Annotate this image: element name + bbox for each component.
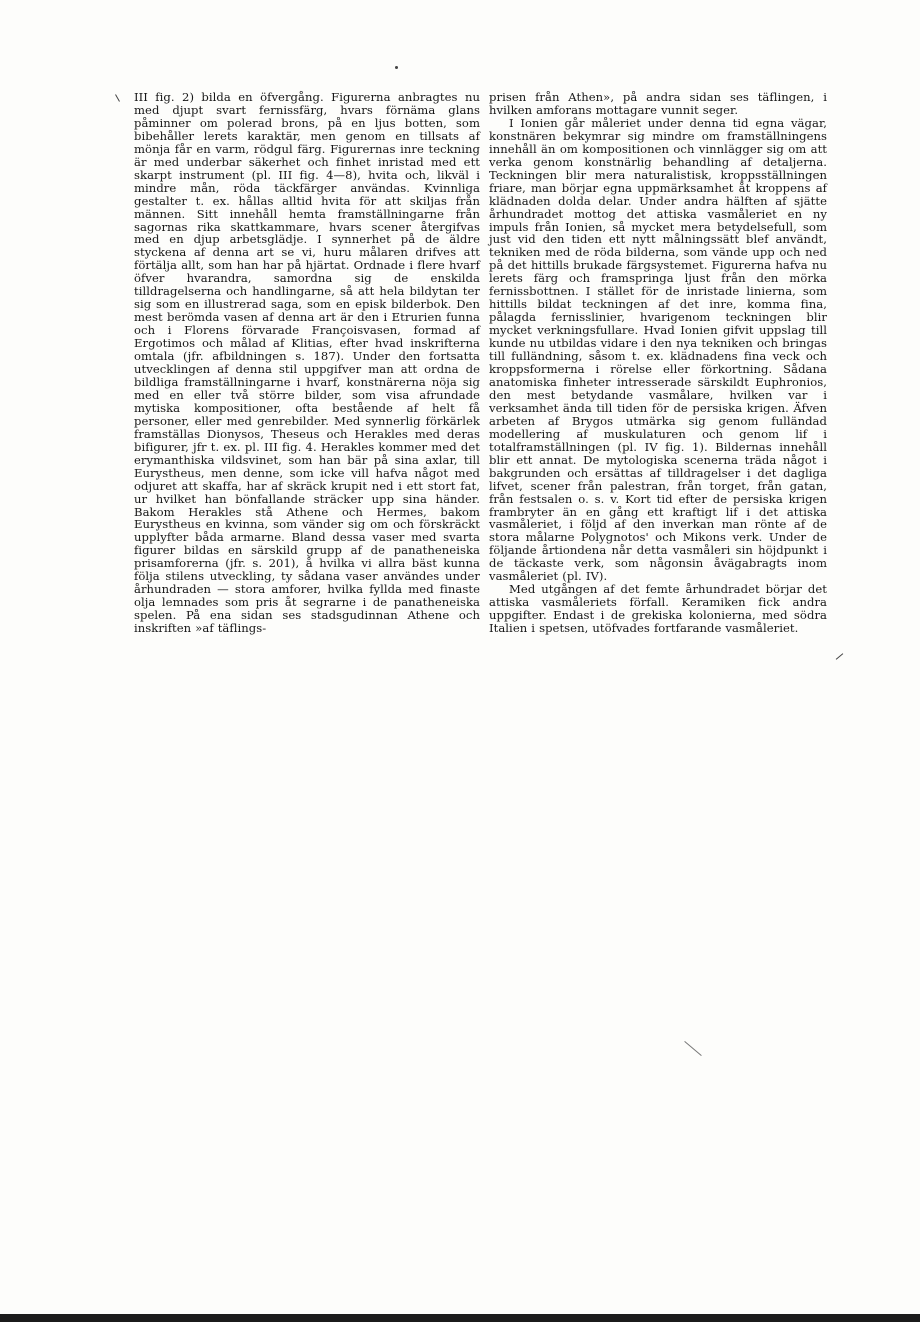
right-text-column — [489, 91, 827, 635]
margin-mark — [836, 653, 844, 660]
left-column-paragraph: III fig. 2) bilda en öfvergång. Figurerna anbragtes nu med djupt svart fernissfärg, hvars förnäma glans påminner om polerad brons, på en ljus botten, som bibehåller lerets karaktär, men genom en tillsats af mönja får en varm, rödgul färg. Figurernas inre teckning är med underbar säkerhet och finhet inristad med ett skarpt instrument (pl. III fig. 4—8), hvita och, likväl i mindre mån, röda täckfärger användas. Kvinnliga gestalter t. ex. hållas alltid hvita för att skiljas från männen. Sitt innehåll hemta framställningarne från sagornas rika skattkammare, hvars scener återgifvas med en djup arbetsglädje. I synnerhet på de äldre styckena af denna art se vi, huru målaren drifves att förtälja allt, som han har på hjärtat. Ordnade i flere hvarf öfver hvarandra, samordna sig de enskilda tilldragelserna och handlingarne, så att hela bildytan ter sig som en illustrerad saga, som en episk bilderbok. Den mest berömda vasen af denna art är den i Etrurien funna och i Florens förvarade Françoisvasen, formad af Ergotimos och målad af Klitias, efter hvad inskrifterna omtala (jfr. afbildningen s. 187). Under den fortsatta utvecklingen af denna stil uppgifver man att ordna de bildliga framställningarne i hvarf, konstnärerna nöja sig med en eller två större bilder, som visa afrundade mytiska kompositioner, ofta bestående af helt få personer, eller med genrebilder. Med synnerlig förkärlek framställas Dionysos, Theseus och Herakles med deras bifigurer, jfr t. ex. pl. III fig. 4. Herakles kommer med det erymanthiska vildsvinet, som han bär på sina axlar, till Eurystheus, men denne, som icke vill hafva något med odjuret att skaffa, har af skräck krupit ned i ett stort fat, ur hvilket han bönfallande sträcker upp sina händer. Bakom Herakles stå Athene och Hermes, bakom Eurystheus en kvinna, som vänder sig om och förskräckt upplyfter båda armarne. Bland dessa vaser med svarta figurer bildas en särskild grupp af de panatheneiska prisamforerna (jfr. s. 201), å hvilka vi allra bäst kunna följa stilens utveckling, ty sådana vaser användes under århundraden — stora amforer, hvilka fyllda med finaste olja lemnades som pris åt segrarne i de panatheneiska spelen. På ena sidan ses stadsgudinnan Athene och inskriften »af täflings- — [134, 90, 480, 636]
right-column-paragraph-continued: prisen från Athen», på andra sidan ses täflingen, i hvilken amforans mottagare vunnit seger. — [489, 90, 827, 117]
ink-speck — [395, 66, 398, 69]
margin-mark — [115, 94, 120, 101]
right-column-paragraph-ionien: I Ionien går måleriet under denna tid egna vägar, konstnären bekymrar sig mindre om framställningens innehåll än om kompositionen och vinnlägger sig om att verka genom konstnärlig behandling af detaljerna. Teckningen blir mera naturalistisk, kroppsställningen friare, man börjar egna uppmärksamhet åt kroppens af klädnaden dolda delar. Under andra hälften af sjätte århundradet mottog det attiska vasmåleriet en ny impuls från Ionien, så mycket mera betydelsefull, som just vid den tiden ett nytt målningssätt blef användt, tekniken med de röda bilderna, som vände upp och ned på det hittills brukade färgsystemet. Figurerna hafva nu lerets färg och framspringa ljust från den mörka fernissbottnen. I stället för de inristade linierna, som hittills bildat teckningen af det inre, komma fina, pålagda fernisslinier, hvarigenom teckningen blir mycket verkningsfullare. Hvad Ionien gifvit uppslag till kunde nu utbildas vidare i den nya tekniken och bringas till fulländning, såsom t. ex. klädnadens fina veck och kroppsformerna i rörelse eller förkortning. Sådana anatomiska finheter intresserade särskildt Euphronios, den mest betydande vasmålare, hvilken var i verksamhet ända till tiden för de persiska krigen. Äfven arbeten af Brygos utmärka sig genom fulländad modellering af muskulaturen och genom lif i totalframställningen (pl. IV fig. 1). Bildernas innehåll blir ett annat. De mytologiska scenerna träda något i bakgrunden och ersättas af tilldragelser i det dagliga lifvet, scener från palestran, från torget, från gatan, från festsalen o. s. v. Kort tid efter de persiska krigen frambryter än en gång ett kraftigt lif i det attiska vasmåleriet, i följd af den inverkan man rönte af de stora målarne Polygnotos' och Mikons verk. Under de följande årtiondena når detta vasmåleri sin höjdpunkt i de täckaste verk, som någonsin åvägabragts inom vasmåleriet (pl. IV). — [489, 115, 827, 584]
pencil-stroke — [684, 1041, 701, 1056]
right-column-paragraph-decline: Med utgången af det femte århundradet börjar det attiska vasmåleriets förfall. Keramiken fick andra uppgifter. Endast i de grekiska kolonierna, med södra Italien i spetsen, utöfvades fortfarande vasmåleriet. — [489, 582, 827, 636]
scan-bottom-edge — [0, 1314, 920, 1322]
left-text-column — [134, 91, 480, 635]
